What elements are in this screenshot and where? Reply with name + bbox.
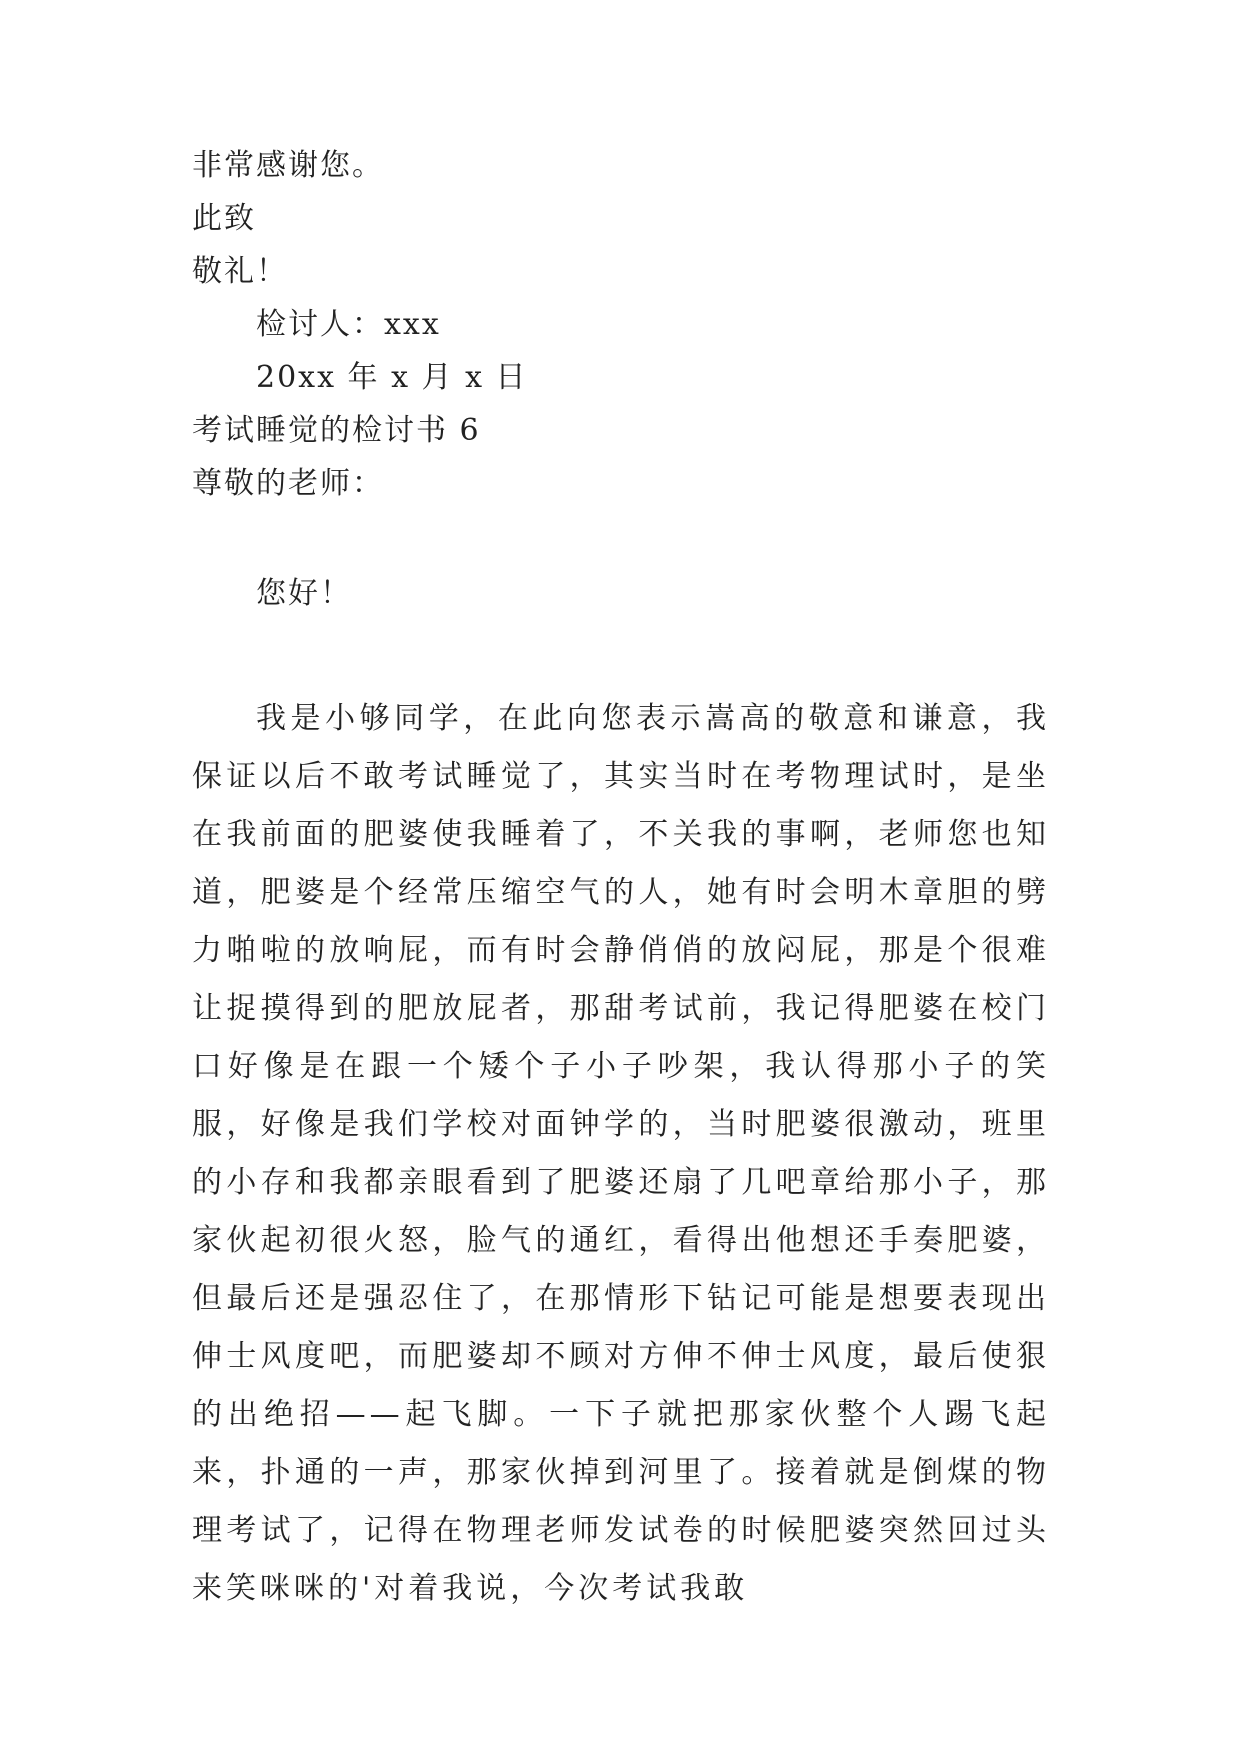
section-title: 考试睡觉的检讨书 6 (192, 413, 481, 448)
signer-line: 检讨人：xxx (256, 307, 441, 342)
salutation-respect: 敬礼！ (192, 254, 288, 289)
closing-thanks: 非常感谢您。 (192, 148, 384, 183)
salutation-close: 此致 (192, 201, 256, 236)
date-line: 20xx 年 x 月 x 日 (256, 360, 528, 395)
greeting-line: 您好！ (256, 576, 352, 611)
recipient-line: 尊敬的老师： (192, 466, 384, 501)
body-paragraph: 我是小够同学，在此向您表示嵩高的敬意和谦意，我保证以后不敢考试睡觉了，其实当时在考物理试时，是坐在我前面的肥婆使我睡着了，不关我的事啊，老师您也知道，肥婆是个经常压缩空气的人，她有时会明木章胆的劈力啪啦的放响屁，而有时会静俏俏的放闷屁，那是个很难让捉摸得到的肥放屁者，那甜考试前，我记得肥婆在校门口好像是在跟一个矮个子小子吵架，我认得那小子的笑服，好像是我们学校对面钟学的，当时肥婆很激动，班里的小存和我都亲眼看到了肥婆还扇了几吧章给那小子，那家伙起初很火怒，脸气的通红，看得出他想还手奏肥婆，但最后还是强忍住了，在那情形下钻记可能是想要表现出伸士风度吧，而肥婆却不顾对方伸不伸士风度，最后使狠的出绝招——起飞脚。一下子就把那家伙整个人踢飞起来，扑通的一声，那家伙掉到河里了。接着就是倒煤的物理考试了，记得在物理老师发试卷的时候肥婆突然回过头来笑咪咪的'对着我说，今次考试我敢 (192, 701, 1050, 1606)
